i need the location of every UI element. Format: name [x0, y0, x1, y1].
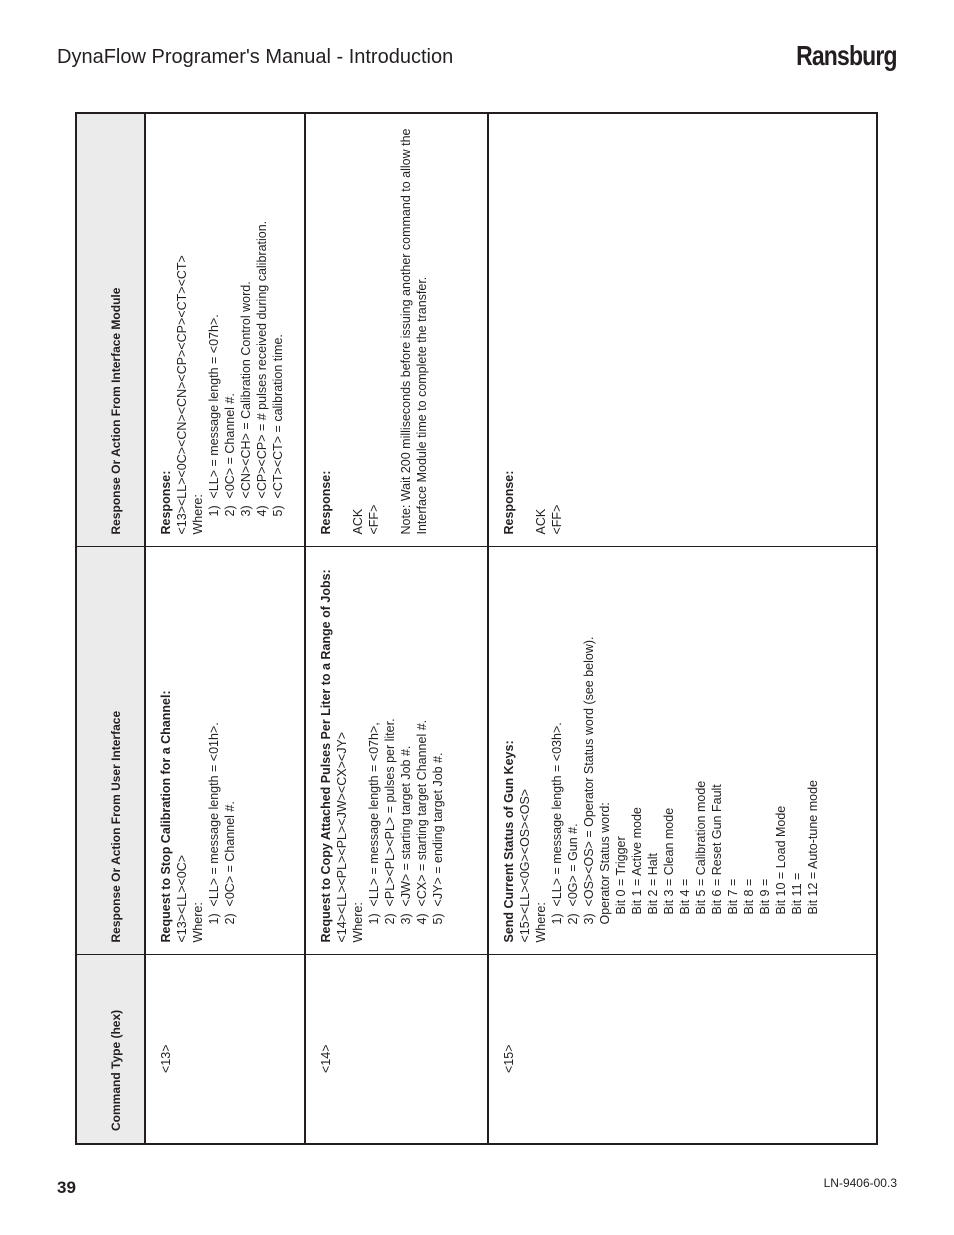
interface-module-cell [145, 114, 305, 547]
definition-line: 2) <PL><PL><PL> = pulses per liter. [383, 718, 397, 925]
status-bit-line: Bit 11 = [790, 872, 804, 915]
table-row [145, 114, 305, 1143]
interface-module-cell [305, 114, 488, 547]
command-format: <14><LL><PL><PL><JW><CX><JY> [335, 731, 349, 943]
definition-line: 5) <JY> = ending target Job #. [431, 752, 445, 925]
page-number: 39 [57, 1178, 76, 1197]
status-bit-line: Bit 12 = Auto-tune mode [806, 780, 820, 915]
definition-line: 5) <CT><CT> = calibration time. [271, 334, 285, 517]
status-word-heading: Operator Status word: [598, 802, 612, 925]
command-type-cell: <13> [145, 955, 305, 1143]
status-bit-line: Bit 5 = Calibration mode [694, 780, 708, 915]
spacer [382, 124, 398, 535]
response-ff: <FF> [550, 504, 564, 535]
command-table [75, 112, 878, 1145]
status-bit-line: Bit 9 = [758, 878, 772, 915]
command-type-cell: <14> [305, 955, 488, 1143]
table-row [305, 114, 488, 1143]
table-row [488, 114, 876, 1143]
definition-line: 1) <LL> = message length = <01h>. [207, 722, 221, 925]
status-bit-line: Bit 7 = [726, 878, 740, 915]
response-note: Note: Wait 200 milliseconds before issuing another command to allow the Interface Module time to complete the transfer. [399, 128, 429, 535]
response-ack: ACK [534, 508, 548, 535]
definition-line: 2) <0C> = Channel #. [223, 801, 237, 925]
status-bit-line: Bit 3 = Clean mode [662, 807, 676, 915]
response-title: Response: [159, 470, 173, 535]
definition-line: 3) <JW> = starting target Job #. [399, 745, 413, 925]
spacer [517, 124, 533, 535]
definition-line: 2) <0C> = Channel #. [223, 393, 237, 517]
page-title: DynaFlow Programer's Manual - Introduction [57, 46, 454, 68]
status-bit-line: Bit 2 = Halt [646, 853, 660, 915]
column-header-user-interface: Response Or Action From User Interface [77, 547, 145, 955]
response-title: Response: [319, 470, 333, 535]
command-format: <15><LL><0G><OS><OS> [518, 788, 532, 943]
user-interface-cell [488, 547, 876, 955]
command-type-cell: <15> [488, 955, 876, 1143]
status-bit-line: Bit 4 = [678, 878, 692, 915]
response-ff: <FF> [367, 504, 381, 535]
definition-line: 1) <LL> = message length = <07h>, [367, 722, 381, 925]
where-label: Where: [351, 902, 365, 943]
definition-line: 2) <0G> = Gun #. [566, 823, 580, 925]
where-label: Where: [534, 902, 548, 943]
spacer [334, 124, 350, 535]
where-label: Where: [191, 902, 205, 943]
brand-logo: Ransburg [796, 40, 897, 71]
definition-line: 4) <CP><CP> = # pulses received during calibration. [255, 220, 269, 517]
interface-module-cell [488, 114, 876, 547]
status-bit-line: Bit 10 = Load Mode [774, 805, 788, 915]
where-label: Where: [191, 494, 205, 535]
status-bit-line: Bit 8 = [742, 878, 756, 915]
column-header-command-type: Command Type (hex) [77, 955, 145, 1143]
status-bit-line: Bit 6 = Reset Gun Fault [710, 784, 724, 915]
command-title: Request to Copy Attached Pulses Per Liter to a Range of Jobs: [319, 569, 333, 943]
definition-line: 1) <LL> = message length = <03h>. [550, 722, 564, 925]
definition-line: 3) <CN><CH> = Calibration Control word. [239, 281, 253, 517]
definition-line: 3) <OS><OS> = Operator Status word (see below). [582, 636, 596, 925]
definition-line: 4) <CX> = starting target Channel #. [415, 719, 429, 925]
document-id: LN-9406-00.3 [823, 1176, 897, 1190]
user-interface-cell [145, 547, 305, 955]
column-header-interface-module: Response Or Action From Interface Module [77, 114, 145, 547]
command-title: Request to Stop Calibration for a Channel: [159, 690, 173, 943]
command-format: <13><LL><0C> [175, 854, 189, 943]
response-format: <13><LL><0C><CN><CN><CP><CP><CT><CT> [175, 255, 189, 535]
rotated-table-content [77, 114, 876, 1143]
response-ack: ACK [351, 508, 365, 535]
response-title: Response: [502, 470, 516, 535]
command-title: Send Current Status of Gun Keys: [502, 740, 516, 943]
status-bit-line: Bit 1 = Active mode [630, 807, 644, 915]
user-interface-cell [305, 547, 488, 955]
table-header-row [77, 114, 145, 1143]
status-bit-line: Bit 0 = Trigger [614, 836, 628, 915]
definition-line: 1) <LL> = message length = <07h>. [207, 314, 221, 517]
